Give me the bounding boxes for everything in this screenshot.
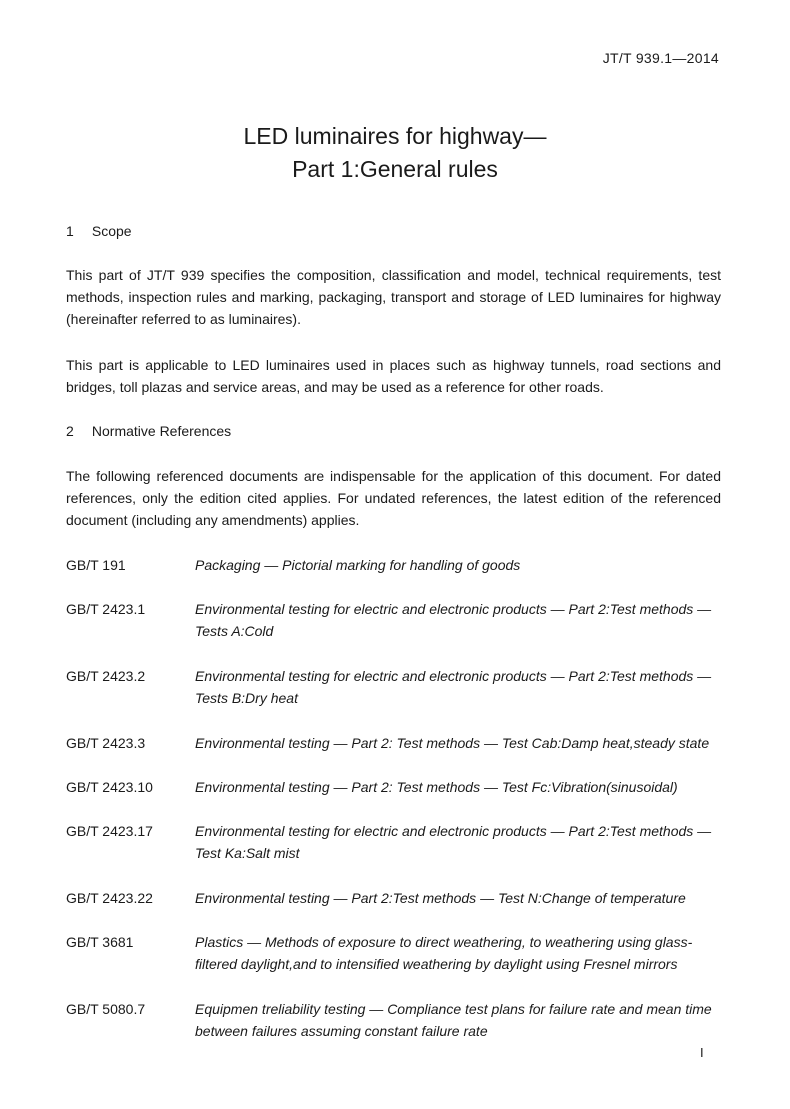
- reference-title: Environmental testing for electric and electronic products — Part 2:Test methods — Tests B:Dry heat: [195, 668, 712, 706]
- reference-title: Environmental testing for electric and electronic products — Part 2:Test methods — Tests A:Cold: [195, 601, 712, 639]
- section-title: Normative References: [91, 423, 232, 439]
- reference-title: Environmental testing — Part 2: Test methods — Test Fc:Vibration(sinusoidal): [195, 779, 678, 795]
- title-line-1: LED luminaires for highway—: [243, 123, 547, 149]
- section-number: 2: [66, 423, 74, 439]
- reference-title: Environmental testing — Part 2: Test methods — Test Cab:Damp heat,steady state: [195, 735, 710, 751]
- scope-paragraph-1: This part of JT/T 939 specifies the composition, classification and model, technical requirements, test methods, inspection rules and marking, packaging, transport and storage of LED luminaires for highway (hereinafter referred to as luminaires).: [66, 267, 721, 327]
- reference-code: GB/T 2423.17: [66, 823, 153, 839]
- reference-title: Environmental testing for electric and electronic products — Part 2:Test methods — Test Ka:Salt mist: [195, 823, 712, 861]
- references-intro-paragraph: The following referenced documents are indispensable for the application of this document. For dated references, only the edition cited applies. For undated references, the latest edition of the referenced document (including any amendments) applies.: [66, 468, 721, 528]
- title-line-2: Part 1:General rules: [292, 156, 498, 182]
- page-number: I: [700, 1045, 704, 1060]
- reference-code: GB/T 2423.2: [66, 668, 146, 684]
- reference-code: GB/T 2423.3: [66, 735, 146, 751]
- document-title: [0, 120, 790, 186]
- reference-code: GB/T 3681: [66, 934, 134, 950]
- reference-title: Plastics — Methods of exposure to direct weathering, to weathering using glass-filtered daylight,and to intensified weathering by daylight using Fresnel mirrors: [195, 934, 693, 972]
- reference-title: Packaging — Pictorial marking for handling of goods: [195, 557, 521, 573]
- reference-code: GB/T 2423.1: [66, 601, 146, 617]
- scope-paragraph-2: This part is applicable to LED luminaires used in places such as highway tunnels, road sections and bridges, toll plazas and service areas, and may be used as a reference for other roads.: [66, 357, 721, 395]
- document-code: JT/T 939.1—2014: [602, 50, 719, 66]
- section-2-heading: [66, 423, 231, 439]
- section-title: Scope: [91, 223, 132, 239]
- section-number: 1: [66, 223, 74, 239]
- reference-title: Equipmen treliability testing — Compliance test plans for failure rate and mean time between failures assuming constant failure rate: [195, 1001, 712, 1039]
- reference-code: GB/T 2423.10: [66, 779, 153, 795]
- reference-code: GB/T 5080.7: [66, 1001, 146, 1017]
- reference-title: Environmental testing — Part 2:Test methods — Test N:Change of temperature: [195, 890, 686, 906]
- reference-code: GB/T 191: [66, 557, 126, 573]
- section-1-heading: [66, 223, 132, 239]
- reference-code: GB/T 2423.22: [66, 890, 153, 906]
